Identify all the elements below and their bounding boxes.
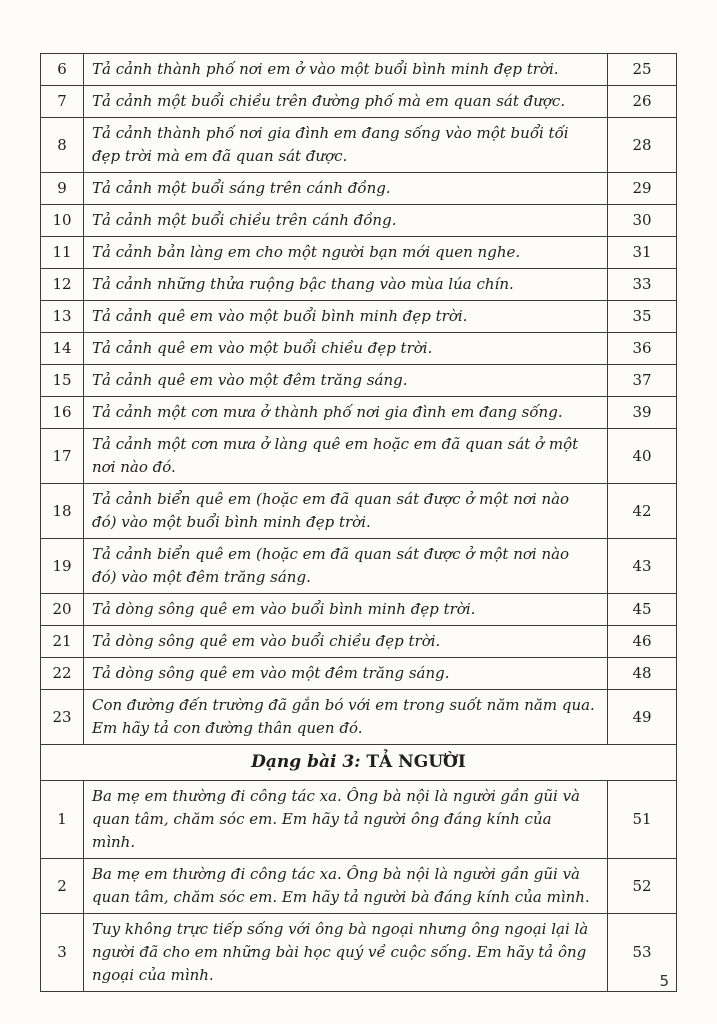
table-row	[41, 397, 677, 429]
row-page: 45	[608, 594, 677, 626]
row-page: 53	[608, 914, 677, 992]
table-row	[41, 173, 677, 205]
row-page: 37	[608, 365, 677, 397]
table-row	[41, 365, 677, 397]
row-title: Con đường đến trường đã gắn bó với em trong suốt năm năm qua. Em hãy tả con đường thân quen đó.	[84, 690, 608, 745]
row-number: 14	[41, 333, 84, 365]
row-title: Tả cảnh biển quê em (hoặc em đã quan sát được ở một nơi nào đó) vào một buổi bình minh đẹp trời.	[84, 484, 608, 539]
table-row	[41, 914, 677, 992]
row-page: 52	[608, 859, 677, 914]
row-number: 17	[41, 429, 84, 484]
row-number: 22	[41, 658, 84, 690]
row-title: Tả cảnh một cơn mưa ở thành phố nơi gia đình em đang sống.	[84, 397, 608, 429]
toc-body	[41, 54, 677, 992]
table-row	[41, 626, 677, 658]
table-row	[41, 118, 677, 173]
table-row	[41, 859, 677, 914]
row-title: Tả cảnh bản làng em cho một người bạn mới quen nghe.	[84, 237, 608, 269]
row-page: 26	[608, 86, 677, 118]
row-title: Tả cảnh biển quê em (hoặc em đã quan sát được ở một nơi nào đó) vào một đêm trăng sáng.	[84, 539, 608, 594]
row-page: 48	[608, 658, 677, 690]
section-prefix: Dạng bài 3:	[251, 752, 361, 772]
row-page: 42	[608, 484, 677, 539]
row-page: 33	[608, 269, 677, 301]
row-number: 1	[41, 781, 84, 859]
page-number: 5	[659, 972, 669, 990]
row-page: 25	[608, 54, 677, 86]
row-number: 8	[41, 118, 84, 173]
table-row	[41, 658, 677, 690]
row-page: 29	[608, 173, 677, 205]
row-number: 13	[41, 301, 84, 333]
row-title: Tả cảnh thành phố nơi em ở vào một buổi bình minh đẹp trời.	[84, 54, 608, 86]
table-row	[41, 781, 677, 859]
row-number: 23	[41, 690, 84, 745]
row-page: 28	[608, 118, 677, 173]
row-title: Tả cảnh một cơn mưa ở làng quê em hoặc em đã quan sát ở một nơi nào đó.	[84, 429, 608, 484]
row-number: 20	[41, 594, 84, 626]
row-number: 9	[41, 173, 84, 205]
row-title: Tả cảnh một buổi chiều trên đường phố mà em quan sát được.	[84, 86, 608, 118]
table-row	[41, 594, 677, 626]
table-row	[41, 333, 677, 365]
row-number: 21	[41, 626, 84, 658]
row-page: 49	[608, 690, 677, 745]
row-page: 35	[608, 301, 677, 333]
table-row	[41, 54, 677, 86]
row-page: 46	[608, 626, 677, 658]
row-number: 3	[41, 914, 84, 992]
row-title: Tả cảnh quê em vào một đêm trăng sáng.	[84, 365, 608, 397]
section-title: TẢ NGƯỜI	[366, 752, 466, 772]
row-page: 43	[608, 539, 677, 594]
row-number: 2	[41, 859, 84, 914]
row-number: 12	[41, 269, 84, 301]
table-row	[41, 429, 677, 484]
section-row	[41, 745, 677, 781]
row-page: 30	[608, 205, 677, 237]
table-row	[41, 269, 677, 301]
table-row	[41, 690, 677, 745]
row-number: 7	[41, 86, 84, 118]
row-title: Ba mẹ em thường đi công tác xa. Ông bà nội là người gần gũi và quan tâm, chăm sóc em. Em hãy tả người ông đáng kính của mình.	[84, 781, 608, 859]
row-title: Tả cảnh một buổi sáng trên cánh đồng.	[84, 173, 608, 205]
row-title: Tả dòng sông quê em vào một đêm trăng sáng.	[84, 658, 608, 690]
row-page: 31	[608, 237, 677, 269]
table-row	[41, 86, 677, 118]
row-title: Ba mẹ em thường đi công tác xa. Ông bà nội là người gần gũi và quan tâm, chăm sóc em. Em hãy tả người bà đáng kính của mình.	[84, 859, 608, 914]
table-row	[41, 484, 677, 539]
table-row	[41, 301, 677, 333]
row-number: 10	[41, 205, 84, 237]
section-heading	[41, 745, 677, 781]
row-page: 51	[608, 781, 677, 859]
row-number: 15	[41, 365, 84, 397]
row-number: 18	[41, 484, 84, 539]
row-page: 39	[608, 397, 677, 429]
row-page: 40	[608, 429, 677, 484]
row-title: Tả cảnh những thửa ruộng bậc thang vào mùa lúa chín.	[84, 269, 608, 301]
row-title: Tả cảnh thành phố nơi gia đình em đang sống vào một buổi tối đẹp trời mà em đã quan sát được.	[84, 118, 608, 173]
row-page: 36	[608, 333, 677, 365]
row-title: Tả cảnh quê em vào một buổi bình minh đẹp trời.	[84, 301, 608, 333]
table-row	[41, 237, 677, 269]
row-title: Tả dòng sông quê em vào buổi bình minh đẹp trời.	[84, 594, 608, 626]
row-number: 16	[41, 397, 84, 429]
table-row	[41, 539, 677, 594]
row-title: Tuy không trực tiếp sống với ông bà ngoại nhưng ông ngoại lại là người đã cho em những bài học quý về cuộc sống. Em hãy tả ông ngoại của mình.	[84, 914, 608, 992]
table-of-contents	[40, 53, 677, 992]
row-number: 11	[41, 237, 84, 269]
row-title: Tả cảnh quê em vào một buổi chiều đẹp trời.	[84, 333, 608, 365]
row-title: Tả dòng sông quê em vào buổi chiều đẹp trời.	[84, 626, 608, 658]
row-number: 19	[41, 539, 84, 594]
row-title: Tả cảnh một buổi chiều trên cánh đồng.	[84, 205, 608, 237]
row-number: 6	[41, 54, 84, 86]
table-row	[41, 205, 677, 237]
